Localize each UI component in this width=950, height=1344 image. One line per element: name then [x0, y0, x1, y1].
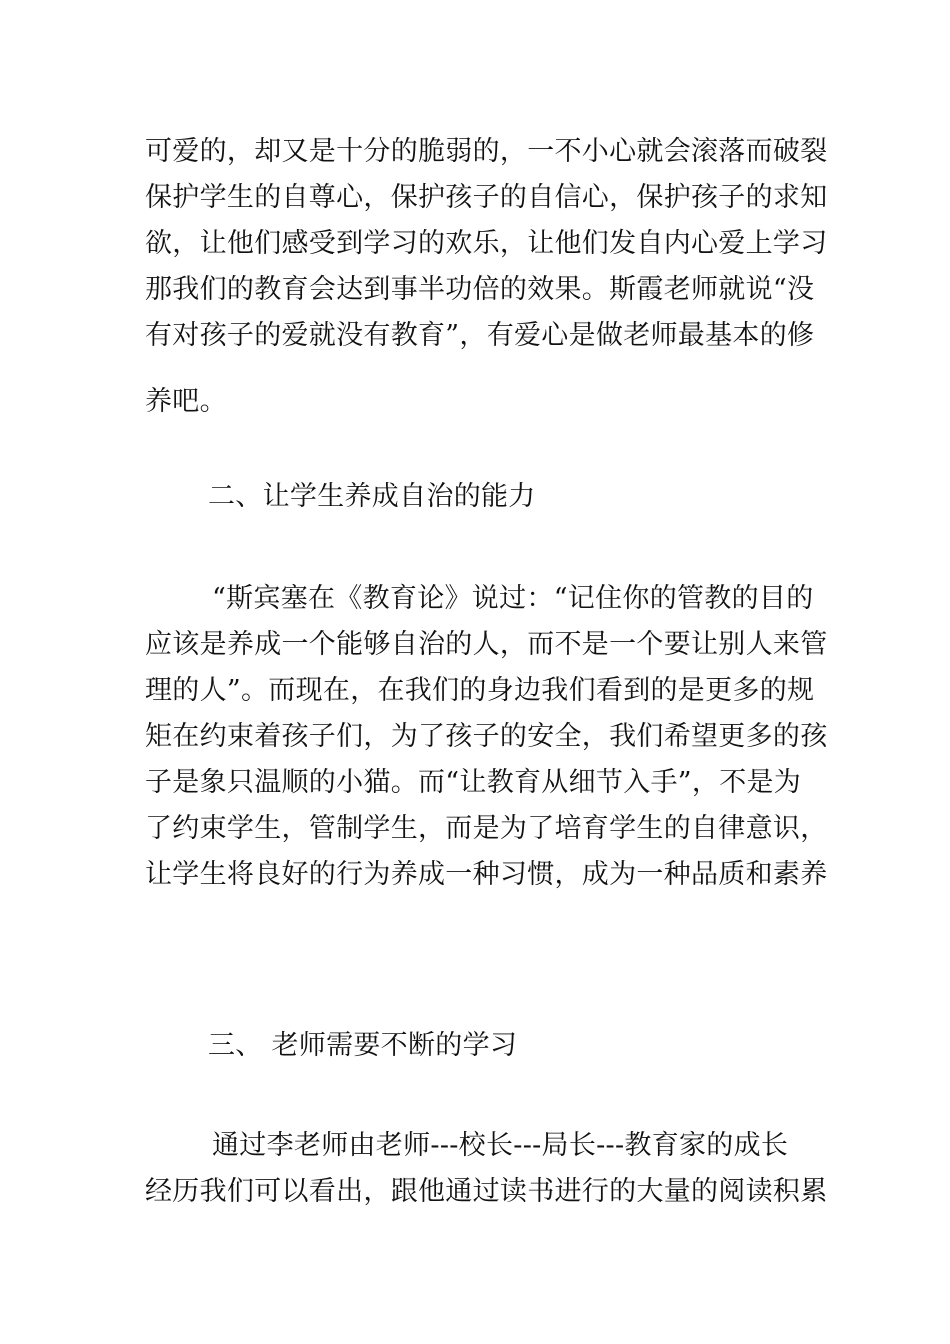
paragraph-line: 可爱的，却又是十分的脆弱的，一不小心就会滚落而破裂: [145, 136, 828, 167]
section-heading: 二、让学生养成自治的能力: [208, 481, 536, 512]
paragraph-line: 保护学生的自尊心，保护孩子的自信心，保护孩子的求知: [145, 182, 828, 213]
paragraph-line: 了约束学生，管制学生，而是为了培育学生的自律意识，: [145, 813, 828, 844]
paragraph-line: 应该是养成一个能够自治的人，而不是一个要让别人来管: [145, 629, 828, 660]
paragraph-line: 那我们的教育会达到事半功倍的效果。斯霞老师就说“没: [145, 274, 815, 305]
paragraph-line: “斯宾塞在《教育论》说过：“记住你的管教的目的: [212, 583, 814, 614]
section-heading: 三、 老师需要不断的学习: [208, 1030, 518, 1061]
paragraph-line: 养吧。: [145, 386, 227, 417]
paragraph-line: 欲，让他们感受到学习的欢乐，让他们发自内心爱上学习: [145, 228, 828, 259]
paragraph-line: 经历我们可以看出，跟他通过读书进行的大量的阅读积累: [145, 1176, 828, 1207]
paragraph-line: 子是象只温顺的小猫。而“让教育从细节入手”，不是为: [145, 767, 802, 798]
paragraph-line: 让学生将良好的行为养成一种习惯，成为一种品质和素养: [145, 859, 828, 890]
paragraph-line: 理的人”。而现在，在我们的身边我们看到的是更多的规: [145, 675, 815, 706]
paragraph-line: 通过李老师由老师---校长---局长---教育家的成长: [212, 1130, 789, 1161]
paragraph-line: 矩在约束着孩子们，为了孩子的安全，我们希望更多的孩: [145, 721, 828, 752]
paragraph-line: 有对孩子的爱就没有教育”，有爱心是做老师最基本的修: [145, 320, 815, 351]
